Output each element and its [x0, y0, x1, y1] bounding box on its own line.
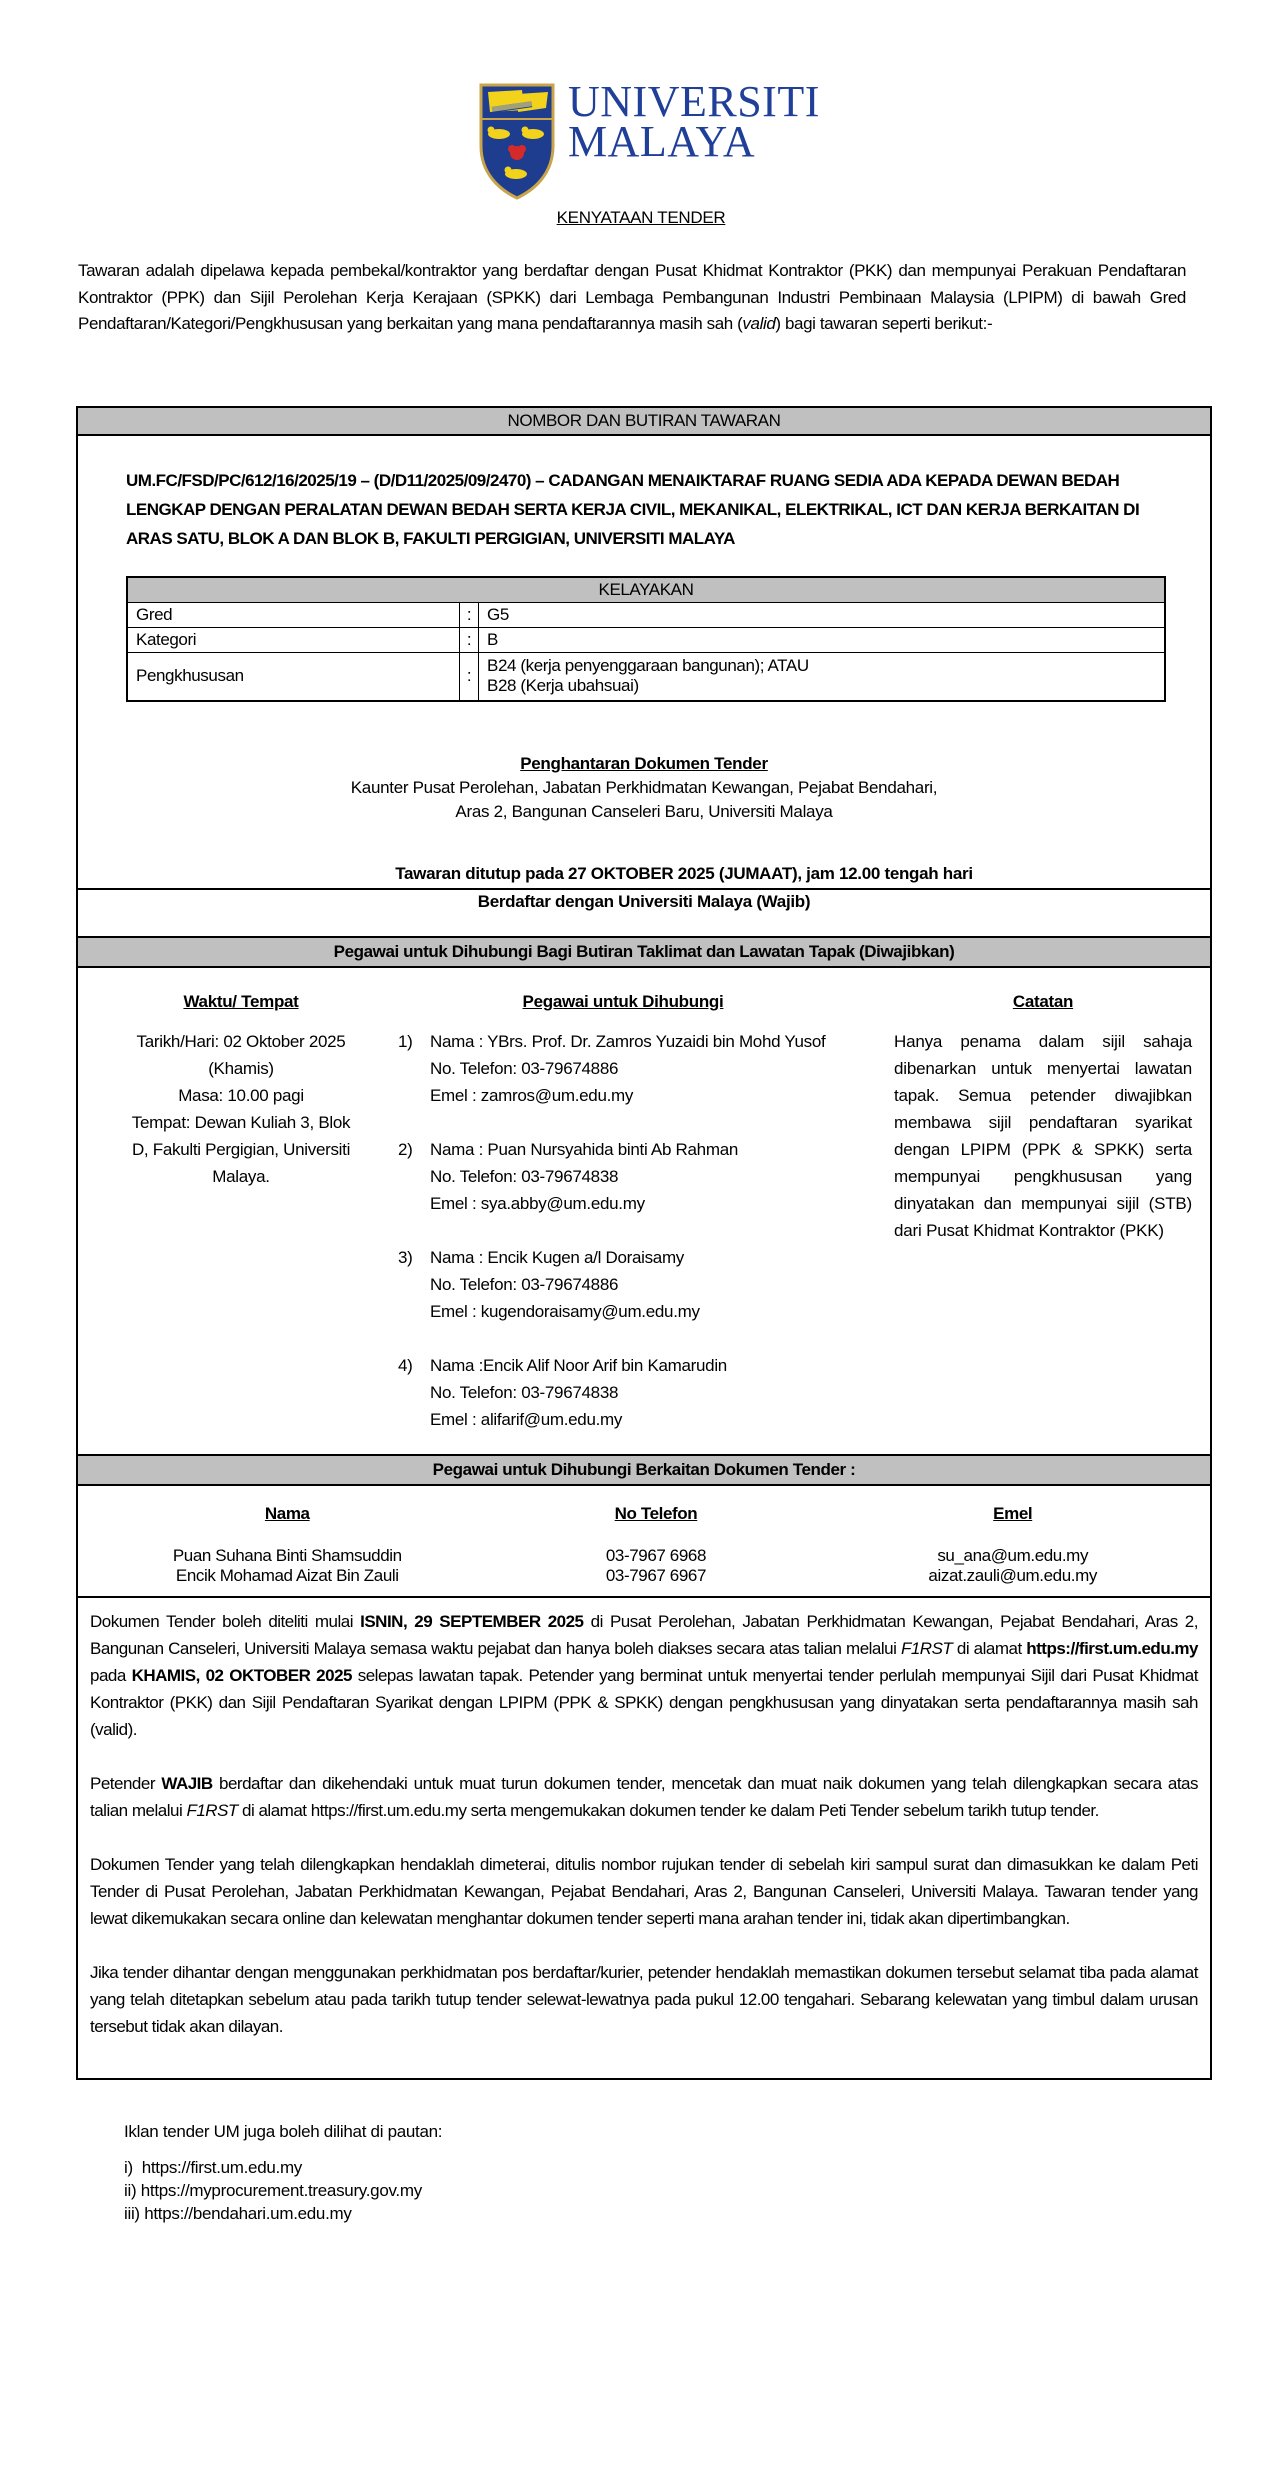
list-item	[398, 1352, 918, 1433]
note-text: di alamat	[952, 1639, 1027, 1658]
intro-text: Tawaran adalah dipelawa kepada pembekal/kontraktor yang berdaftar dengan	[78, 261, 655, 280]
list-number: 2)	[398, 1140, 413, 1159]
section-header-briefing: Pegawai untuk Dihubungi Bagi Butiran Taklimat dan Lawatan Tapak (Diwajibkan)	[78, 936, 1210, 968]
submission-section	[78, 752, 1210, 824]
list-number: 4)	[398, 1356, 413, 1375]
list-number: 3)	[398, 1248, 413, 1267]
crest-icon	[478, 82, 556, 200]
closing-date: Tawaran ditutup pada 27 OKTOBER 2025 (JUMAAT), jam 12.00 tengah hari	[395, 864, 973, 883]
table-row	[127, 603, 1165, 628]
note-emphasis: WAJIB	[161, 1774, 213, 1793]
university-name	[568, 77, 820, 166]
specialisation-line: B24 (kerja penyenggaraan bangunan); ATAU	[487, 656, 809, 676]
list-item	[398, 1244, 918, 1325]
note-text: selepas lawatan tapak. Petender yang berminat untuk menyertai tender perlulah mempunyai Sijil dari Pusat Khidmat Kontraktor (PKK) dan Sijil Pendaftaran Syarikat dengan LPIPM (PPK & SPKK) dengan pengkhususan yang dinyatakan serta pendaftarannya masih sah (valid).	[90, 1666, 1198, 1739]
contact-phone: 03-7967 6968	[605, 1546, 707, 1565]
contact-email: su_ana@um.edu.my	[937, 1546, 1089, 1565]
contact-phone: 03-7967 6967	[605, 1566, 707, 1585]
university-name-line1: UNIVERSITI	[568, 77, 820, 126]
advert-links-lead: Iklan tender UM juga boleh dilihat di pautan:	[124, 2122, 443, 2141]
table-row	[127, 628, 1165, 653]
university-name-line2: MALAYA	[568, 117, 756, 166]
section-header-tender: NOMBOR DAN BUTIRAN TAWARAN	[78, 406, 1210, 436]
note-paragraph: Dokumen Tender yang telah dilengkapkan hendaklah dimeterai, ditulis nombor rujukan tender di sebelah kiri sampul surat dan dimasukkan ke dalam Peti Tender di Pusat Perolehan, Jabatan Perkhidmatan Kewangan, Pejabat Bendahari, Aras 2, Bangunan Canseleri, Universiti Malaya. Tawaran tender yang lewat dikemukakan secara online dan kelewatan menghantar dokumen tender seperti mana arahan tender ini, tidak akan dipertimbangkan.	[90, 1855, 1198, 1928]
eligibility-label: Kategori	[127, 628, 460, 653]
briefing-time: Masa: 10.00 pagi	[178, 1086, 304, 1105]
tender-details-box	[76, 406, 1212, 2080]
tender-notes	[90, 1608, 1198, 2067]
colon-separator: :	[460, 653, 479, 701]
note-paragraph	[90, 1770, 1198, 1824]
column-header-email: Emel	[993, 1504, 1033, 1523]
intro-text: dan mempunyai Perakuan Pendaftaran Kontraktor (PPK) dan	[78, 261, 1186, 307]
note-system-name: F1RST	[186, 1801, 238, 1820]
advert-links	[124, 2122, 442, 2225]
eligibility-value: G5	[479, 603, 1166, 628]
contact-email: aizat.zauli@um.edu.my	[928, 1566, 1097, 1585]
briefing-time-place	[106, 1028, 376, 1190]
divider	[78, 1596, 1210, 1598]
note-link[interactable]: https://first.um.edu.my	[1026, 1639, 1198, 1658]
table-row	[78, 1566, 1210, 1586]
list-item	[124, 2156, 442, 2179]
contact-phone: No. Telefon: 03-79674838	[430, 1167, 619, 1186]
eligibility-label: Pengkhususan	[127, 653, 460, 701]
note-paragraph	[90, 1608, 1198, 1743]
briefing-notes: Hanya penama dalam sijil sahaja dibenarkan untuk menyertai lawatan tapak. Semua petender diwajibkan membawa sijil pendaftaran syarikat dengan LPIPM (PPK & SPKK) serta mempunyai pengkhususan yang dinyatakan dan mempunyai sijil (STB) dari Pusat Khidmat Kontraktor (PKK)	[894, 1032, 1192, 1240]
contact-email: Emel : alifarif@um.edu.my	[430, 1410, 623, 1429]
contact-name: Nama : Encik Kugen a/l Doraisamy	[430, 1248, 685, 1267]
eligibility-header: KELAYAKAN	[127, 577, 1165, 603]
specialisation-line: B28 (Kerja ubahsuai)	[487, 676, 639, 696]
contact-phone: No. Telefon: 03-79674886	[430, 1275, 619, 1294]
intro-paragraph	[78, 258, 1186, 338]
list-number: i)	[124, 2158, 142, 2177]
column-heading-notes: Catatan	[1012, 992, 1074, 1011]
divider	[78, 888, 1210, 890]
note-date: KHAMIS, 02 OKTOBER 2025	[131, 1666, 352, 1685]
document-contacts-table	[78, 1504, 1210, 1586]
eligibility-table	[126, 576, 1166, 702]
briefing-contacts-list	[398, 1028, 918, 1460]
briefing-place: Malaya.	[212, 1167, 270, 1186]
eligibility-label: Gred	[127, 603, 460, 628]
table-row	[78, 1546, 1210, 1566]
note-paragraph: Jika tender dihantar dengan menggunakan perkhidmatan pos berdaftar/kurier, petender hendaklah memastikan dokumen tersebut selamat tiba pada alamat yang telah ditetapkan sebelum atau pada tarikh tutup tender selewat-lewatnya pada pukul 12.00 tengahari. Sebarang kelewatan yang timbul dalam urusan tersebut tidak akan dilayan.	[90, 1963, 1198, 2036]
list-item	[124, 2179, 442, 2202]
eligibility-value: B	[479, 628, 1166, 653]
intro-italic: valid	[742, 314, 776, 333]
eligibility-header-row	[127, 577, 1165, 603]
briefing-day: (Khamis)	[208, 1059, 274, 1078]
column-heading-time-place: Waktu/ Tempat	[183, 992, 299, 1011]
note-text: pada	[90, 1666, 132, 1685]
contact-name: Nama :Encik Alif Noor Arif bin Kamarudin	[430, 1356, 727, 1375]
colon-separator: :	[460, 628, 479, 653]
link-first[interactable]: https://first.um.edu.my	[141, 2158, 303, 2177]
list-item	[124, 2202, 442, 2225]
list-number: iii)	[124, 2204, 145, 2223]
intro-text: dari Lembaga Pembangunan Industri Pembinaan Malaysia (LPIPM) di bawah Gred Pendaftaran/Kategori/Pengkhususan yang berkaitan yang mana pendaftarannya masih sah (	[78, 287, 1186, 333]
contact-email: Emel : sya.abby@um.edu.my	[430, 1194, 645, 1213]
link-bendahari[interactable]: https://bendahari.um.edu.my	[144, 2204, 352, 2223]
column-header-name: Nama	[264, 1504, 310, 1523]
colon-separator: :	[460, 603, 479, 628]
registration-requirement: Berdaftar dengan Universiti Malaya (Wajib)	[477, 892, 811, 911]
section-header-document-contacts: Pegawai untuk Dihubungi Berkaitan Dokumen Tender :	[78, 1454, 1210, 1486]
submission-address-line: Kaunter Pusat Perolehan, Jabatan Perkhidmatan Kewangan, Pejabat Bendahari,	[350, 778, 938, 797]
contact-name: Nama : Puan Nursyahida binti Ab Rahman	[430, 1140, 738, 1159]
note-text: Dokumen Tender boleh diteliti mulai	[90, 1612, 361, 1631]
intro-emphasis: Pusat Khidmat Kontraktor (PKK)	[654, 261, 893, 280]
intro-emphasis: Sijil Perolehan Kerja Kerajaan (SPKK)	[249, 287, 541, 307]
note-text: Petender	[90, 1774, 162, 1793]
briefing-place: D, Fakulti Pergigian, Universiti	[131, 1140, 351, 1159]
contact-name: Puan Suhana Binti Shamsuddin	[172, 1546, 402, 1565]
list-item	[398, 1136, 918, 1217]
contact-phone: No. Telefon: 03-79674838	[430, 1383, 619, 1402]
note-system-name: F1RST	[900, 1639, 953, 1658]
submission-address-line: Aras 2, Bangunan Canseleri Baru, Universiti Malaya	[455, 802, 833, 821]
table-header-row	[78, 1504, 1210, 1524]
contact-email: Emel : zamros@um.edu.my	[430, 1086, 634, 1105]
contact-phone: No. Telefon: 03-79674886	[430, 1059, 619, 1078]
submission-heading: Penghantaran Dokumen Tender	[520, 754, 768, 773]
note-text: di Pusat Perolehan, Jabatan Perkhidmatan Kewangan, Pejabat Bendahari, Aras 2, Bangunan Canseleri, Universiti Malaya semasa waktu pejabat dan hanya boleh diakses secara atas talian melalui	[90, 1612, 1198, 1658]
university-logo	[478, 77, 820, 200]
column-header-phone: No Telefon	[614, 1504, 698, 1523]
document-title: KENYATAAN TENDER	[556, 208, 726, 227]
note-text: berdaftar dan dikehendaki untuk muat turun dokumen tender, mencetak dan muat naik dokumen yang telah dilengkapkan secara atas talian melalui	[90, 1774, 1198, 1820]
eligibility-value	[479, 653, 1166, 701]
note-text: di alamat https://first.um.edu.my serta mengemukakan dokumen tender ke dalam Peti Tender sebelum tarikh tutup tender.	[237, 1801, 1099, 1820]
briefing-date: Tarikh/Hari: 02 Oktober 2025	[136, 1032, 346, 1051]
tender-title: UM.FC/FSD/PC/612/16/2025/19 – (D/D11/2025/09/2470) – CADANGAN MENAIKTARAF RUANG SEDIA ADA KEPADA DEWAN BEDAH LENGKAP DENGAN PERALATAN DEWAN BEDAH SERTA KERJA CIVIL, MEKANIKAL, ELEKTRIKAL, ICT DAN KERJA BERKAITAN DI ARAS SATU, BLOK A DAN BLOK B, FAKULTI PERGIGIAN, UNIVERSITI MALAYA	[126, 471, 1140, 548]
contact-name: Nama : YBrs. Prof. Dr. Zamros Yuzaidi bin Mohd Yusof	[430, 1032, 826, 1051]
link-myprocurement[interactable]: https://myprocurement.treasury.gov.my	[140, 2181, 422, 2200]
table-row	[127, 653, 1165, 701]
contact-email: Emel : kugendoraisamy@um.edu.my	[430, 1302, 700, 1321]
briefing-place: Tempat: Dewan Kuliah 3, Blok	[131, 1113, 351, 1132]
contact-name: Encik Mohamad Aizat Bin Zauli	[175, 1566, 399, 1585]
list-number: ii)	[124, 2181, 141, 2200]
column-heading-contacts: Pegawai untuk Dihubungi	[522, 992, 724, 1011]
list-number: 1)	[398, 1032, 413, 1051]
intro-text: ) bagi tawaran seperti berikut:-	[775, 314, 993, 333]
note-date: ISNIN, 29 SEPTEMBER 2025	[360, 1612, 584, 1631]
list-item	[398, 1028, 918, 1109]
